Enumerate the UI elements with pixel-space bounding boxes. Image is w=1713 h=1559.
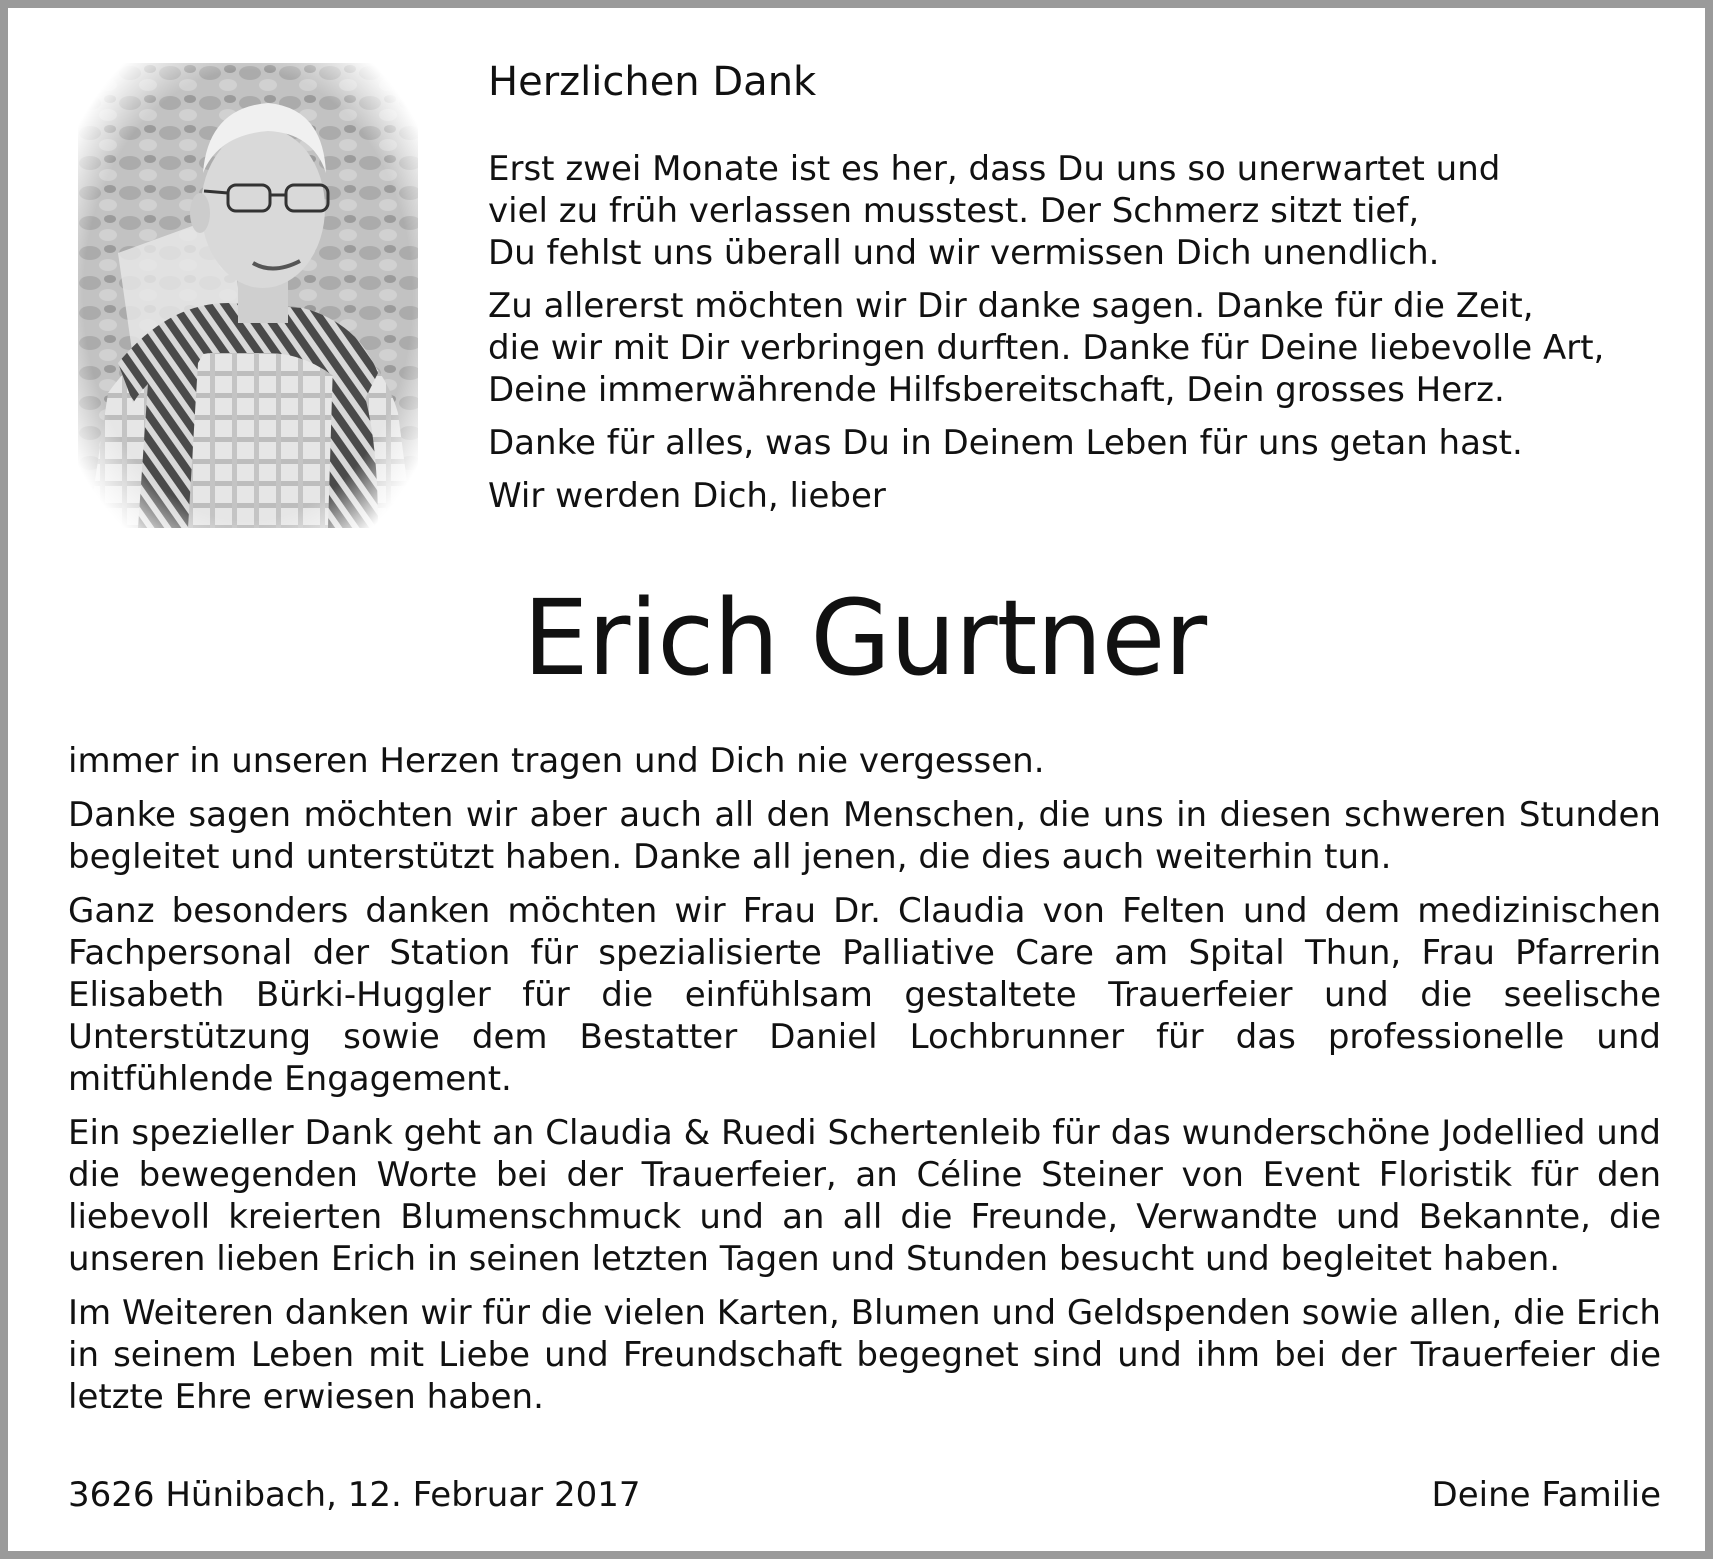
body-paragraph: Im Weiteren danken wir für die vielen Karten, Blumen und Geldspenden sowie allen, die Erich in seinem Leben mit Liebe und Freundschaft begegnet sind und ihm bei der Trauerfeier die letzte Ehre erwiesen haben. [68, 1293, 1661, 1417]
signature: Deine Familie [1431, 1475, 1661, 1515]
main-text [68, 740, 1661, 1430]
body-paragraph: immer in unseren Herzen tragen und Dich nie vergessen. [68, 741, 1045, 781]
intro-paragraph: Zu allererst möchten wir Dir danke sagen. Danke für die Zeit, die wir mit Dir verbringen durften. Danke für Deine liebevolle Art, Deine immerwährende Hilfsbereitschaft, Dein grosses Herz. [488, 286, 1605, 410]
body-paragraph: Ein spezieller Dank geht an Claudia & Ruedi Schertenleib für das wunderschöne Jodellied und die bewegenden Worte bei der Trauerfeier, an Céline Steiner von Event Floristik für den liebevoll kreierten Blumenschmuck und an all die Freunde, Verwandte und Bekannte, die unseren lieben Erich in seinen letzten Tagen und Stunden besucht und begleitet haben. [68, 1113, 1661, 1279]
intro-paragraph: Erst zwei Monate ist es her, dass Du uns so unerwartet und viel zu früh verlassen musstest. Der Schmerz sitzt tief, Du fehlst uns überall und wir vermissen Dich unendlich. [488, 149, 1501, 273]
intro-text [488, 148, 1668, 528]
intro-paragraph: Danke für alles, was Du in Deinem Leben für uns getan hast. [488, 423, 1523, 463]
intro-paragraph: Wir werden Dich, lieber [488, 476, 886, 516]
place-date: 3626 Hünibach, 12. Februar 2017 [68, 1475, 641, 1515]
portrait-photo [78, 63, 418, 528]
heading-herzlichen-dank: Herzlichen Dank [488, 59, 817, 105]
body-paragraph: Ganz besonders danken möchten wir Frau Dr. Claudia von Felten und dem medizinischen Fachpersonal der Station für spezialisierte Palliative Care am Spital Thun, Frau Pfarrerin Elisabeth Bürki-Huggler für die einfühlsam gestaltete Trauerfeier und die seelische Unterstützung sowie dem Bestatter Daniel Lochbrunner für das professionelle und mitfühlende Engagement. [68, 891, 1661, 1099]
body-paragraph: Danke sagen möchten wir aber auch all den Menschen, die uns in diesen schweren Stunden begleitet und unterstützt haben. Danke all jenen, die dies auch weiterhin tun. [68, 795, 1661, 877]
deceased-name: Erich Gurtner [522, 577, 1207, 699]
